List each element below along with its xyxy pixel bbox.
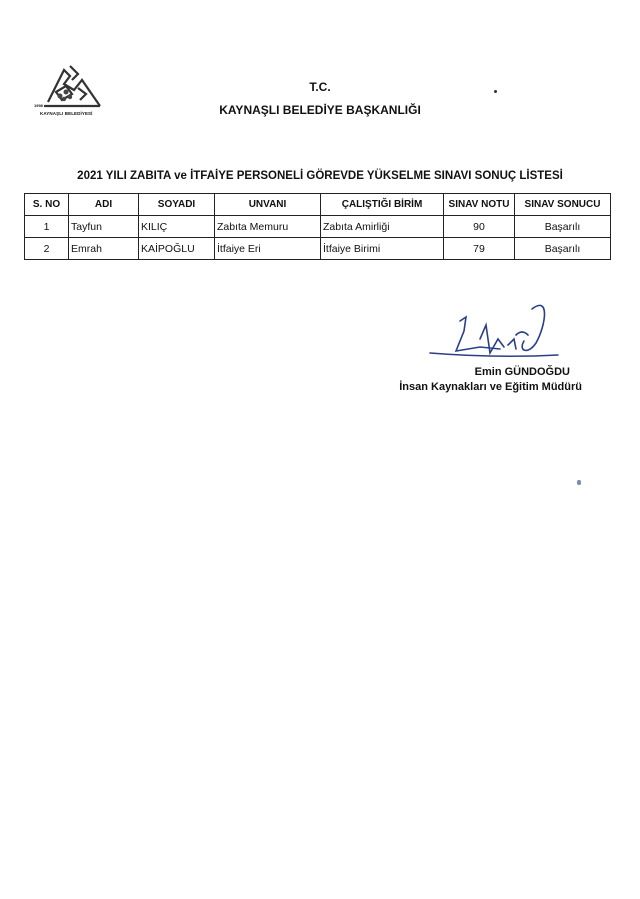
scan-speck [494,90,497,93]
col-header-title: UNVANI [215,194,321,216]
col-header-sno: S. NO [25,194,69,216]
cell-title: İtfaiye Eri [215,238,321,260]
cell-unit: İtfaiye Birimi [321,238,444,260]
cell-name: Tayfun [69,216,139,238]
col-header-unit: ÇALIŞTIĞI BİRİM [321,194,444,216]
cell-surname: KAİPOĞLU [139,238,215,260]
logo-year: 1998 [34,103,43,108]
cell-result: Başarılı [515,238,611,260]
organization-header: KAYNAŞLI BELEDİYE BAŞKANLIĞI [219,103,421,117]
table-row [25,216,611,238]
signatory-title: İnsan Kaynakları ve Eğitim Müdürü [399,381,582,393]
col-header-surname: SOYADI [139,194,215,216]
table-header-row [25,194,611,216]
cell-sno: 1 [25,216,69,238]
table-row [25,238,611,260]
cell-name: Emrah [69,238,139,260]
scan-speck [577,480,581,485]
cell-score: 90 [444,216,515,238]
logo-caption: KAYNAŞLI BELEDİYESİ [40,111,93,116]
signature-scribble-icon [420,295,570,365]
cell-title: Zabıta Memuru [215,216,321,238]
handwritten-signature [420,295,570,365]
col-header-score: SINAV NOTU [444,194,515,216]
cell-unit: Zabıta Amirliği [321,216,444,238]
country-header: T.C. [309,80,331,94]
cell-score: 79 [444,238,515,260]
document-title: 2021 YILI ZABITA ve İTFAİYE PERSONELİ GÖREVDE YÜKSELME SINAVI SONUÇ LİSTESİ [77,170,563,182]
cell-result: Başarılı [515,216,611,238]
results-table [24,193,611,260]
col-header-result: SINAV SONUCU [515,194,611,216]
cell-sno: 2 [25,238,69,260]
signatory-name: Emin GÜNDOĞDU [474,366,570,378]
cell-surname: KILIÇ [139,216,215,238]
col-header-name: ADI [69,194,139,216]
